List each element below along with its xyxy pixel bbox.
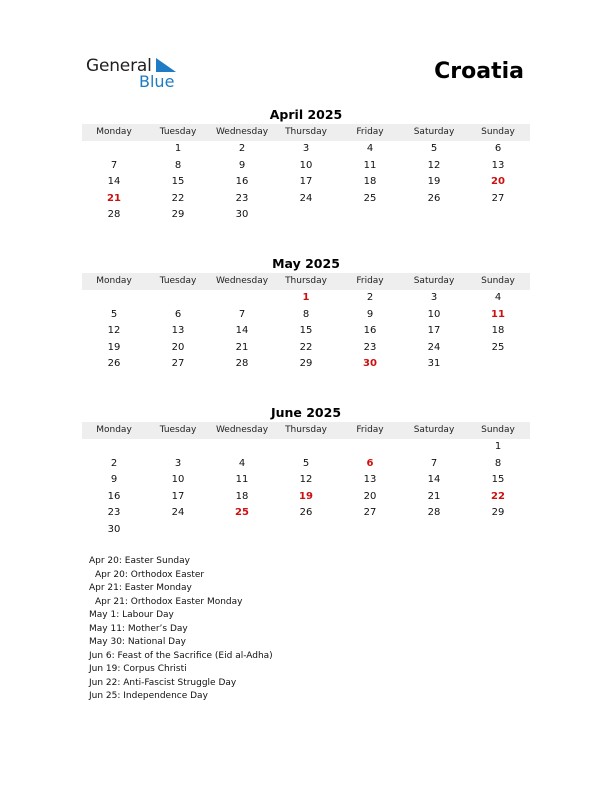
day-cell: 29 — [299, 358, 313, 370]
day-cell: 25 — [491, 341, 505, 353]
day-cell: 14 — [427, 474, 441, 486]
day-cell: 15 — [491, 474, 505, 486]
day-cell: 26 — [299, 507, 313, 519]
day-cell: 27 — [363, 507, 377, 519]
week-row — [82, 141, 530, 158]
day-cell: 16 — [235, 176, 249, 188]
day-cell: 4 — [494, 292, 502, 303]
calendar-april — [82, 107, 530, 224]
holiday-entry: Jun 22: Anti-Fascist Struggle Day — [89, 677, 237, 688]
empty-day-cell — [82, 439, 146, 456]
day-cell: 26 — [107, 358, 121, 370]
day-cell: 12 — [107, 325, 121, 337]
weekday-label: Friday — [356, 425, 384, 435]
day-cell: 19 — [427, 176, 441, 188]
day-cell: 29 — [171, 209, 185, 221]
day-cell: 8 — [302, 308, 310, 320]
weekday-label: Monday — [96, 127, 132, 137]
holiday-day-cell: 22 — [491, 490, 505, 502]
day-cell: 18 — [491, 325, 505, 337]
holiday-entry: Apr 21: Easter Monday — [89, 583, 192, 593]
day-cell: 2 — [366, 292, 374, 303]
empty-day-cell — [402, 207, 466, 224]
day-cell: 12 — [299, 474, 313, 486]
holiday-day-cell: 20 — [491, 176, 505, 188]
day-cell: 15 — [171, 176, 185, 188]
day-cell: 7 — [238, 308, 246, 320]
weekday-label: Wednesday — [215, 276, 269, 286]
week-row — [82, 307, 530, 324]
week-row — [82, 472, 530, 489]
holiday-list — [89, 555, 273, 704]
weekday-label: Thursday — [285, 425, 327, 435]
month-title: May 2025 — [272, 256, 340, 271]
month-title: April 2025 — [269, 107, 343, 122]
week-row — [82, 439, 530, 456]
day-cell: 7 — [430, 457, 438, 469]
logo-general-text: General — [86, 56, 152, 76]
weekday-label: Friday — [356, 127, 384, 137]
day-cell: 12 — [427, 159, 441, 171]
month-title: June 2025 — [270, 405, 342, 420]
day-cell: 13 — [491, 159, 505, 171]
day-cell: 25 — [363, 192, 377, 204]
empty-day-cell — [338, 207, 402, 224]
day-cell: 14 — [107, 176, 121, 188]
day-cell: 10 — [427, 308, 441, 320]
day-cell: 20 — [171, 341, 185, 353]
weekday-label: Thursday — [285, 127, 327, 137]
week-row — [82, 340, 530, 357]
weekday-header — [82, 422, 530, 439]
day-cell: 24 — [171, 507, 185, 519]
empty-day-cell — [146, 522, 210, 539]
month-grid — [82, 439, 530, 539]
day-cell: 11 — [235, 474, 249, 486]
day-cell: 8 — [494, 457, 502, 469]
empty-day-cell — [146, 439, 210, 456]
holiday-day-cell: 30 — [363, 358, 377, 370]
day-cell: 4 — [366, 143, 374, 154]
week-row — [82, 191, 530, 208]
logo — [86, 56, 186, 92]
week-row — [82, 290, 530, 307]
day-cell: 21 — [427, 490, 441, 502]
empty-day-cell — [402, 439, 466, 456]
day-cell: 3 — [174, 457, 182, 469]
day-cell: 29 — [491, 507, 505, 519]
day-cell: 8 — [174, 159, 182, 171]
day-cell: 28 — [427, 507, 441, 519]
day-cell: 13 — [171, 325, 185, 337]
day-cell: 9 — [238, 159, 246, 171]
empty-day-cell — [466, 356, 530, 373]
holiday-entry: Apr 21: Orthodox Easter Monday — [95, 596, 243, 607]
weekday-label: Monday — [96, 276, 132, 286]
weekday-label: Sunday — [481, 425, 515, 435]
day-cell: 30 — [107, 523, 121, 535]
calendar-may — [82, 256, 530, 373]
day-cell: 21 — [235, 341, 249, 353]
holiday-entry: Apr 20: Easter Sunday — [89, 556, 190, 566]
empty-day-cell — [466, 522, 530, 539]
holiday-day-cell: 25 — [235, 507, 249, 519]
week-row — [82, 456, 530, 473]
day-cell: 13 — [363, 474, 377, 486]
week-row — [82, 522, 530, 539]
weekday-label: Friday — [356, 276, 384, 286]
day-cell: 31 — [427, 358, 441, 370]
empty-day-cell — [274, 439, 338, 456]
week-row — [82, 323, 530, 340]
day-cell: 2 — [110, 457, 118, 469]
holiday-entry: May 30: National Day — [89, 637, 186, 647]
day-cell: 16 — [107, 490, 121, 502]
week-row — [82, 158, 530, 175]
empty-day-cell — [210, 522, 274, 539]
day-cell: 6 — [174, 308, 182, 320]
day-cell: 24 — [299, 192, 313, 204]
day-cell: 9 — [366, 308, 374, 320]
empty-day-cell — [274, 522, 338, 539]
day-cell: 3 — [430, 292, 438, 303]
weekday-label: Tuesday — [159, 127, 197, 137]
day-cell: 28 — [235, 358, 249, 370]
holiday-entry: May 11: Mother’s Day — [89, 623, 188, 634]
day-cell: 22 — [171, 192, 185, 204]
day-cell: 14 — [235, 325, 249, 337]
weekday-label: Tuesday — [159, 276, 197, 286]
day-cell: 30 — [235, 209, 249, 221]
month-grid — [82, 290, 530, 373]
day-cell: 10 — [171, 474, 185, 486]
holiday-entry: Jun 19: Corpus Christi — [89, 664, 187, 674]
day-cell: 23 — [107, 507, 121, 519]
week-row — [82, 489, 530, 506]
weekday-label: Saturday — [413, 425, 455, 435]
weekday-label: Thursday — [285, 276, 327, 286]
empty-day-cell — [338, 522, 402, 539]
day-cell: 1 — [494, 441, 502, 452]
weekday-label: Wednesday — [215, 127, 269, 137]
day-cell: 23 — [235, 192, 249, 204]
day-cell: 2 — [238, 143, 246, 154]
empty-day-cell — [402, 522, 466, 539]
holiday-day-cell: 21 — [107, 192, 121, 204]
day-cell: 22 — [299, 341, 313, 353]
empty-day-cell — [338, 439, 402, 456]
day-cell: 15 — [299, 325, 313, 337]
day-cell: 28 — [107, 209, 121, 221]
weekday-label: Tuesday — [159, 425, 197, 435]
holiday-day-cell: 19 — [299, 490, 313, 502]
holiday-entry: Apr 20: Orthodox Easter — [95, 569, 205, 580]
day-cell: 3 — [302, 143, 310, 154]
empty-day-cell — [146, 290, 210, 307]
day-cell: 26 — [427, 192, 441, 204]
logo-triangle-icon — [156, 58, 176, 72]
day-cell: 19 — [107, 341, 121, 353]
country-title: Croatia — [434, 59, 524, 84]
holiday-entry: Jun 6: Feast of the Sacrifice (Eid al-Adha) — [89, 650, 273, 661]
day-cell: 6 — [494, 143, 502, 154]
day-cell: 7 — [110, 159, 118, 171]
weekday-label: Saturday — [413, 127, 455, 137]
day-cell: 20 — [363, 490, 377, 502]
day-cell: 23 — [363, 341, 377, 353]
weekday-label: Monday — [96, 425, 132, 435]
empty-day-cell — [210, 290, 274, 307]
day-cell: 16 — [363, 325, 377, 337]
weekday-label: Wednesday — [215, 425, 269, 435]
weekday-header — [82, 124, 530, 141]
day-cell: 17 — [427, 325, 441, 337]
day-cell: 4 — [238, 457, 246, 469]
day-cell: 11 — [363, 159, 377, 171]
holiday-entry: Jun 25: Independence Day — [89, 691, 208, 701]
holiday-day-cell: 6 — [366, 457, 374, 469]
empty-day-cell — [466, 207, 530, 224]
day-cell: 27 — [491, 192, 505, 204]
week-row — [82, 207, 530, 224]
day-cell: 17 — [299, 176, 313, 188]
day-cell: 17 — [171, 490, 185, 502]
logo-blue-text: Blue — [139, 72, 175, 91]
day-cell: 9 — [110, 474, 118, 486]
day-cell: 5 — [302, 457, 310, 469]
day-cell: 10 — [299, 159, 313, 171]
day-cell: 1 — [174, 143, 182, 154]
day-cell: 5 — [110, 308, 118, 320]
weekday-header — [82, 273, 530, 290]
empty-day-cell — [274, 207, 338, 224]
holiday-day-cell: 11 — [491, 308, 505, 320]
week-row — [82, 505, 530, 522]
holiday-day-cell: 1 — [302, 292, 310, 303]
weekday-label: Sunday — [481, 276, 515, 286]
month-grid — [82, 141, 530, 224]
empty-day-cell — [82, 141, 146, 158]
day-cell: 18 — [363, 176, 377, 188]
empty-day-cell — [210, 439, 274, 456]
day-cell: 24 — [427, 341, 441, 353]
empty-day-cell — [82, 290, 146, 307]
weekday-label: Saturday — [413, 276, 455, 286]
week-row — [82, 356, 530, 373]
week-row — [82, 174, 530, 191]
holiday-entry: May 1: Labour Day — [89, 610, 174, 620]
calendar-june — [82, 405, 530, 539]
day-cell: 5 — [430, 143, 438, 154]
weekday-label: Sunday — [481, 127, 515, 137]
day-cell: 27 — [171, 358, 185, 370]
day-cell: 18 — [235, 490, 249, 502]
